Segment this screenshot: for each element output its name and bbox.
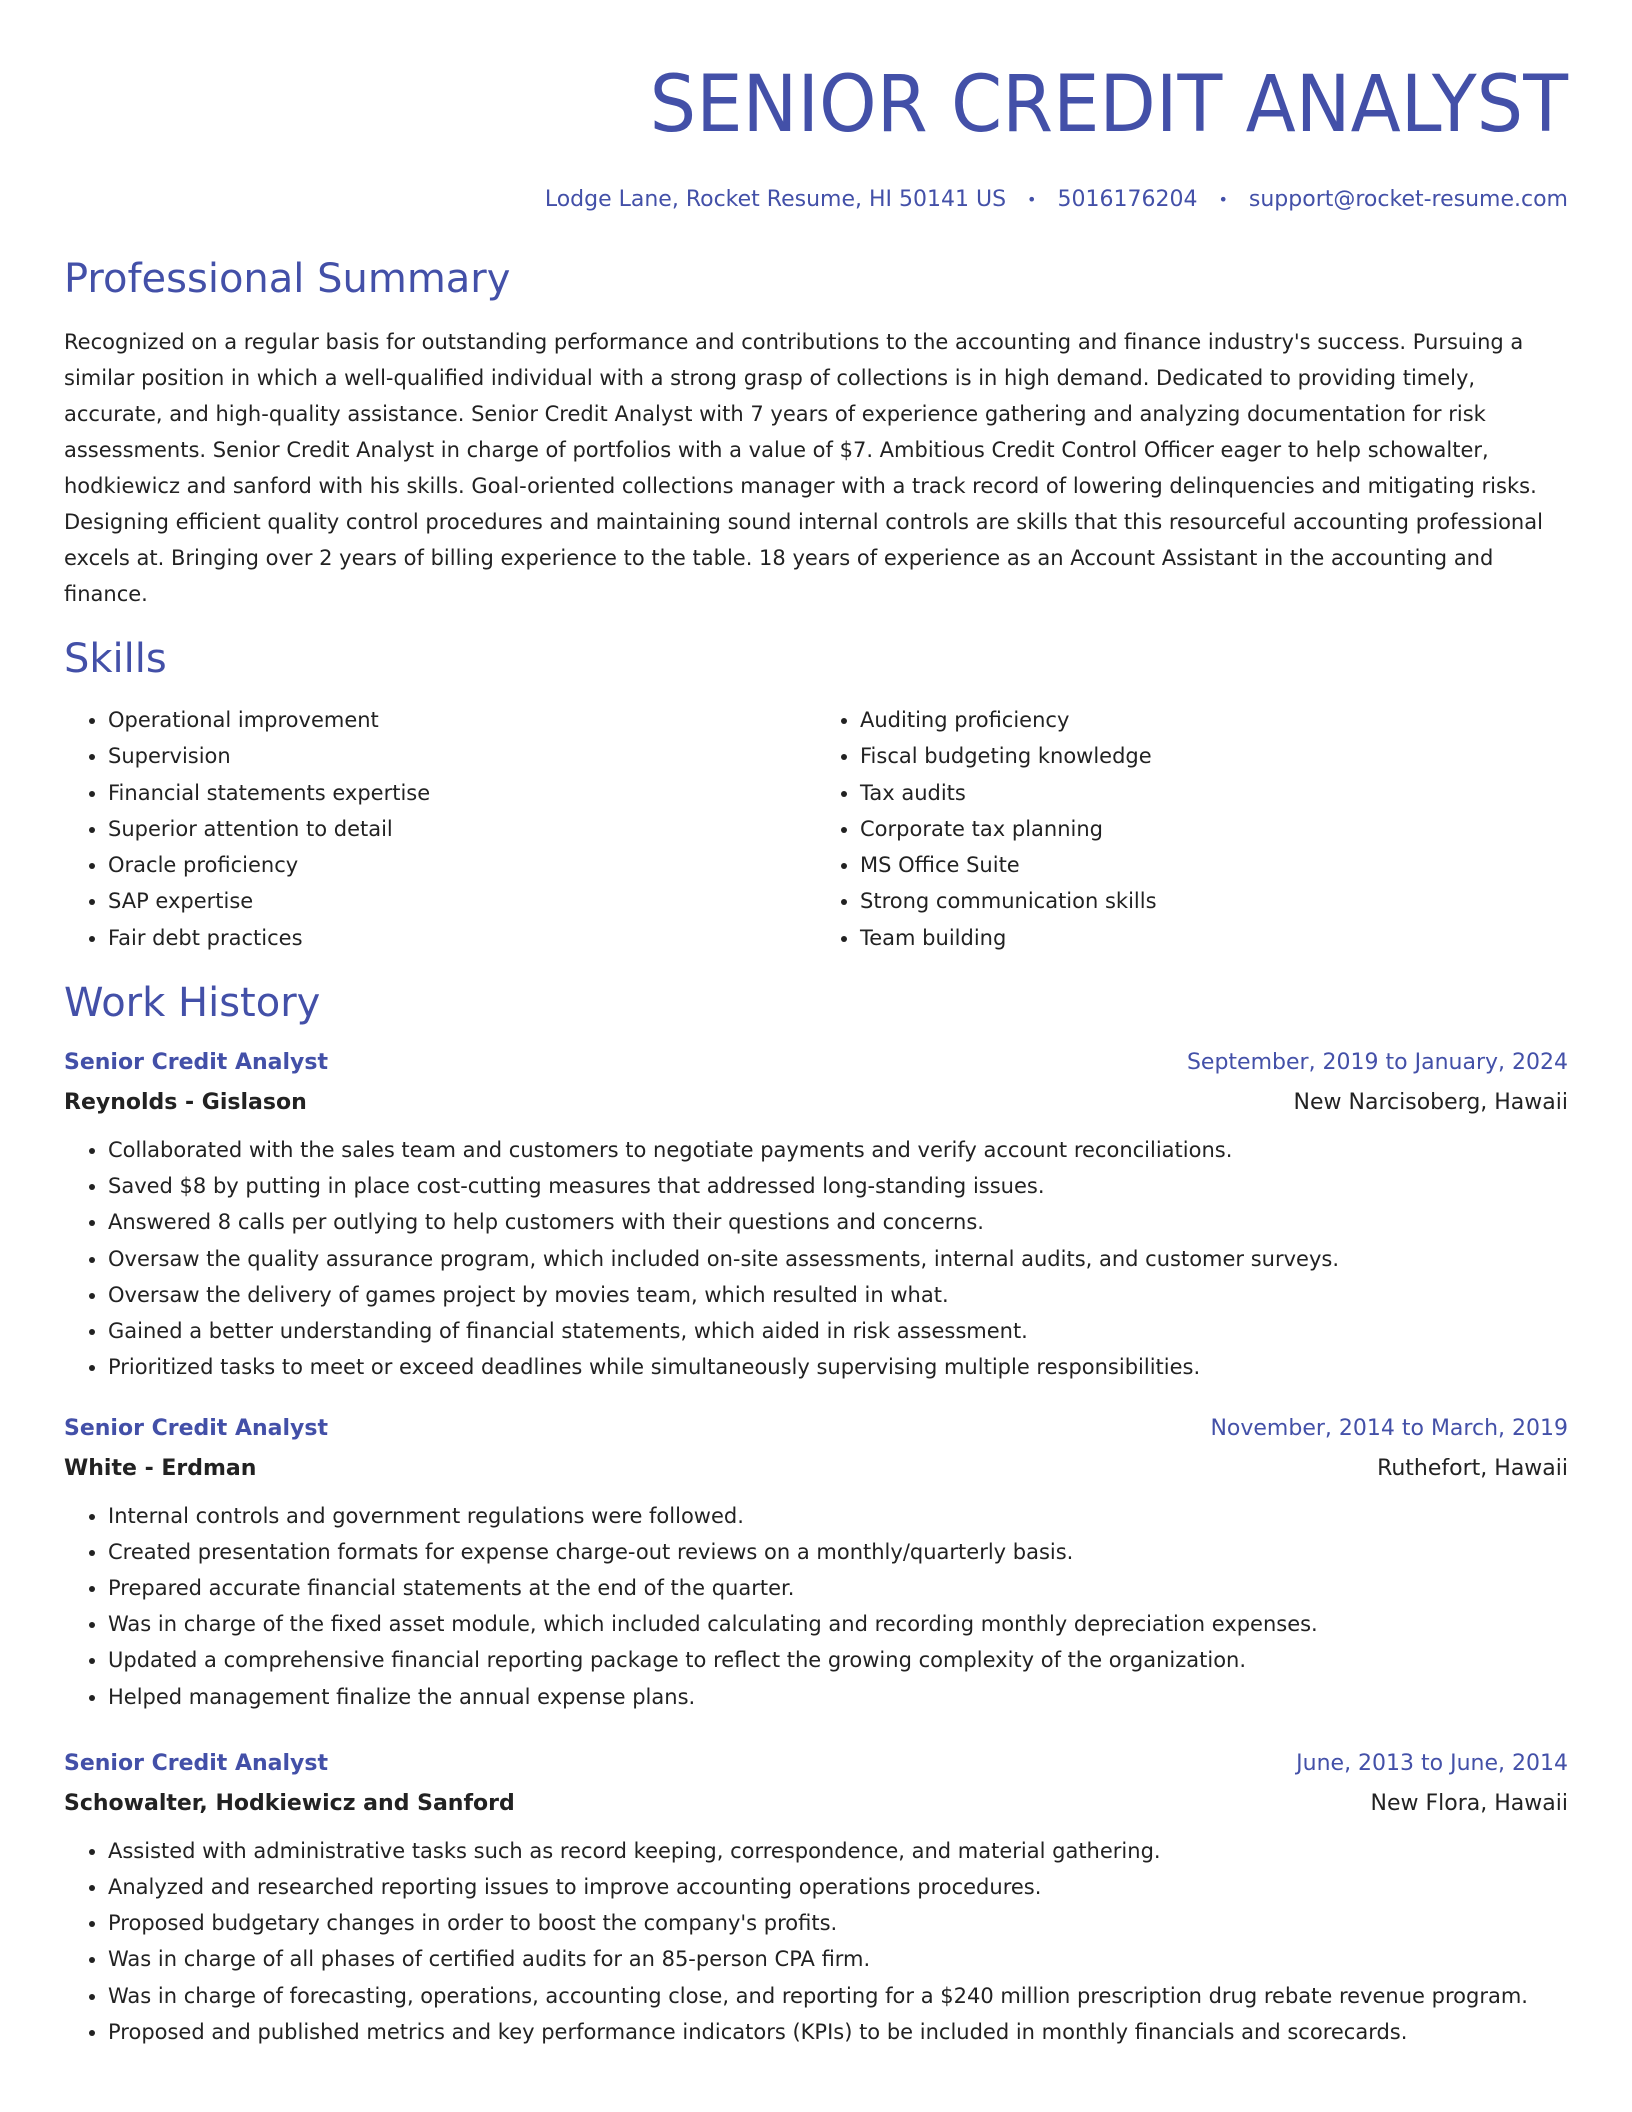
skill-item: • Operational improvement (108, 702, 816, 738)
job-title-row (64, 1048, 1568, 1078)
job-company: Reynolds - Gislason (64, 1090, 307, 1116)
resume-header (64, 0, 1568, 214)
job-title: Senior Credit Analyst (64, 1750, 328, 1776)
skill-item: • Oracle proficiency (108, 847, 816, 883)
job-bullet: • Gained a better understanding of financial statements, which aided in risk assessment. (108, 1313, 1568, 1349)
skill-item: • Strong communication skills (860, 883, 1568, 919)
skills-list-left (64, 702, 816, 956)
job-company-row (64, 1789, 1568, 1819)
job-title-row (64, 1749, 1568, 1779)
job-dates: September, 2019 to January, 2024 (1186, 1050, 1568, 1076)
skill-item: • Superior attention to detail (108, 811, 816, 847)
work-history-heading: Work History (64, 980, 321, 1027)
job-company-row (64, 1088, 1568, 1118)
skill-item: • Financial statements expertise (108, 775, 816, 811)
skill-item: • Corporate tax planning (860, 811, 1568, 847)
job-title: Senior Credit Analyst (64, 1415, 328, 1441)
summary-heading: Professional Summary (64, 256, 511, 302)
contact-email[interactable]: support@rocket-resume.com (1248, 187, 1568, 212)
skills-list-right (816, 702, 1568, 956)
candidate-name: SENIOR CREDIT ANALYST (649, 60, 1568, 150)
job-company: White - Erdman (64, 1455, 257, 1481)
contact-phone[interactable]: 5016176204 (1057, 187, 1198, 212)
contact-separator: • (1027, 190, 1037, 209)
skills-heading: Skills (64, 636, 167, 682)
skill-item: • Fiscal budgeting knowledge (860, 738, 1568, 774)
skill-item: • Supervision (108, 738, 816, 774)
job-dates: November, 2014 to March, 2019 (1210, 1415, 1568, 1441)
job-bullet: • Helped management finalize the annual expense plans. (108, 1679, 1568, 1715)
contact-address: Lodge Lane, Rocket Resume, HI 50141 US (544, 187, 1007, 212)
job-bullets (64, 1498, 1568, 1715)
job-bullet: • Was in charge of all phases of certified audits for an 85-person CPA firm. (108, 1941, 1568, 1977)
job-bullet: • Prioritized tasks to meet or exceed deadlines while simultaneously supervising multiple responsibilities. (108, 1349, 1568, 1385)
skill-item: • Fair debt practices (108, 920, 816, 956)
job-bullet: • Internal controls and government regulations were followed. (108, 1498, 1568, 1534)
skill-item: • Team building (860, 920, 1568, 956)
job-bullet: • Was in charge of forecasting, operations, accounting close, and reporting for a $240 million prescription drug rebate revenue program. (108, 1978, 1568, 2014)
summary-text: Recognized on a regular basis for outstanding performance and contributions to the accounting and finance industry's success. Pursuing a similar position in which a well-qualified individual with a strong grasp of collections is in high demand. Dedicated to providing timely, accurate, and high-quality assistance. Senior Credit Analyst with 7 years of experience gathering and analyzing documentation for risk assessments. Senior Credit Analyst in charge of portfolios with a value of $7. Ambitious Credit Control Officer eager to help schowalter, hodkiewicz and sanford with his skills. Goal-oriented collections manager with a track record of lowering delinquencies and mitigating risks. Designing efficient quality control procedures and maintaining sound internal controls are skills that this resourceful accounting professional excels at. Bringing over 2 years of billing experience to the table. 18 years of experience as an Account Assistant in the accounting and finance. (64, 330, 1543, 606)
job-location: Ruthefort, Hawaii (1377, 1455, 1568, 1481)
skill-item: • MS Office Suite (860, 847, 1568, 883)
job-entry (64, 1749, 1568, 2050)
contact-separator: • (1218, 190, 1228, 209)
job-bullet: • Saved $8 by putting in place cost-cutting measures that addressed long-standing issues. (108, 1168, 1568, 1204)
job-bullets (64, 1833, 1568, 2050)
job-bullet: • Proposed budgetary changes in order to boost the company's profits. (108, 1905, 1568, 1941)
job-entry (64, 1414, 1568, 1715)
skill-item: • Auditing proficiency (860, 702, 1568, 738)
skill-item: • SAP expertise (108, 883, 816, 919)
job-bullet: • Prepared accurate financial statements at the end of the quarter. (108, 1570, 1568, 1606)
job-bullet: • Collaborated with the sales team and customers to negotiate payments and verify account reconciliations. (108, 1132, 1568, 1168)
job-dates: June, 2013 to June, 2014 (1296, 1750, 1568, 1776)
job-company: Schowalter, Hodkiewicz and Sanford (64, 1790, 515, 1816)
job-entry (64, 1048, 1568, 1385)
skill-item: • Tax audits (860, 775, 1568, 811)
skills-grid (64, 702, 1568, 956)
job-bullet: • Created presentation formats for expense charge-out reviews on a monthly/quarterly basis. (108, 1534, 1568, 1570)
job-bullet: • Oversaw the quality assurance program, which included on-site assessments, internal audits, and customer surveys. (108, 1241, 1568, 1277)
contact-line (64, 186, 1568, 214)
job-bullet: • Updated a comprehensive financial reporting package to reflect the growing complexity of the organization. (108, 1642, 1568, 1678)
job-location: New Flora, Hawaii (1370, 1790, 1568, 1816)
job-bullets (64, 1132, 1568, 1385)
job-title: Senior Credit Analyst (64, 1050, 328, 1076)
job-location: New Narcisoberg, Hawaii (1293, 1090, 1568, 1116)
job-bullet: • Assisted with administrative tasks such as record keeping, correspondence, and material gathering. (108, 1833, 1568, 1869)
job-bullet: • Proposed and published metrics and key performance indicators (KPIs) to be included in monthly financials and scorecards. (108, 2014, 1568, 2050)
job-bullet: • Oversaw the delivery of games project by movies team, which resulted in what. (108, 1277, 1568, 1313)
job-title-row (64, 1414, 1568, 1444)
job-company-row (64, 1454, 1568, 1484)
job-bullet: • Analyzed and researched reporting issues to improve accounting operations procedures. (108, 1869, 1568, 1905)
job-bullet: • Answered 8 calls per outlying to help customers with their questions and concerns. (108, 1204, 1568, 1240)
job-bullet: • Was in charge of the fixed asset module, which included calculating and recording monthly depreciation expenses. (108, 1606, 1568, 1642)
